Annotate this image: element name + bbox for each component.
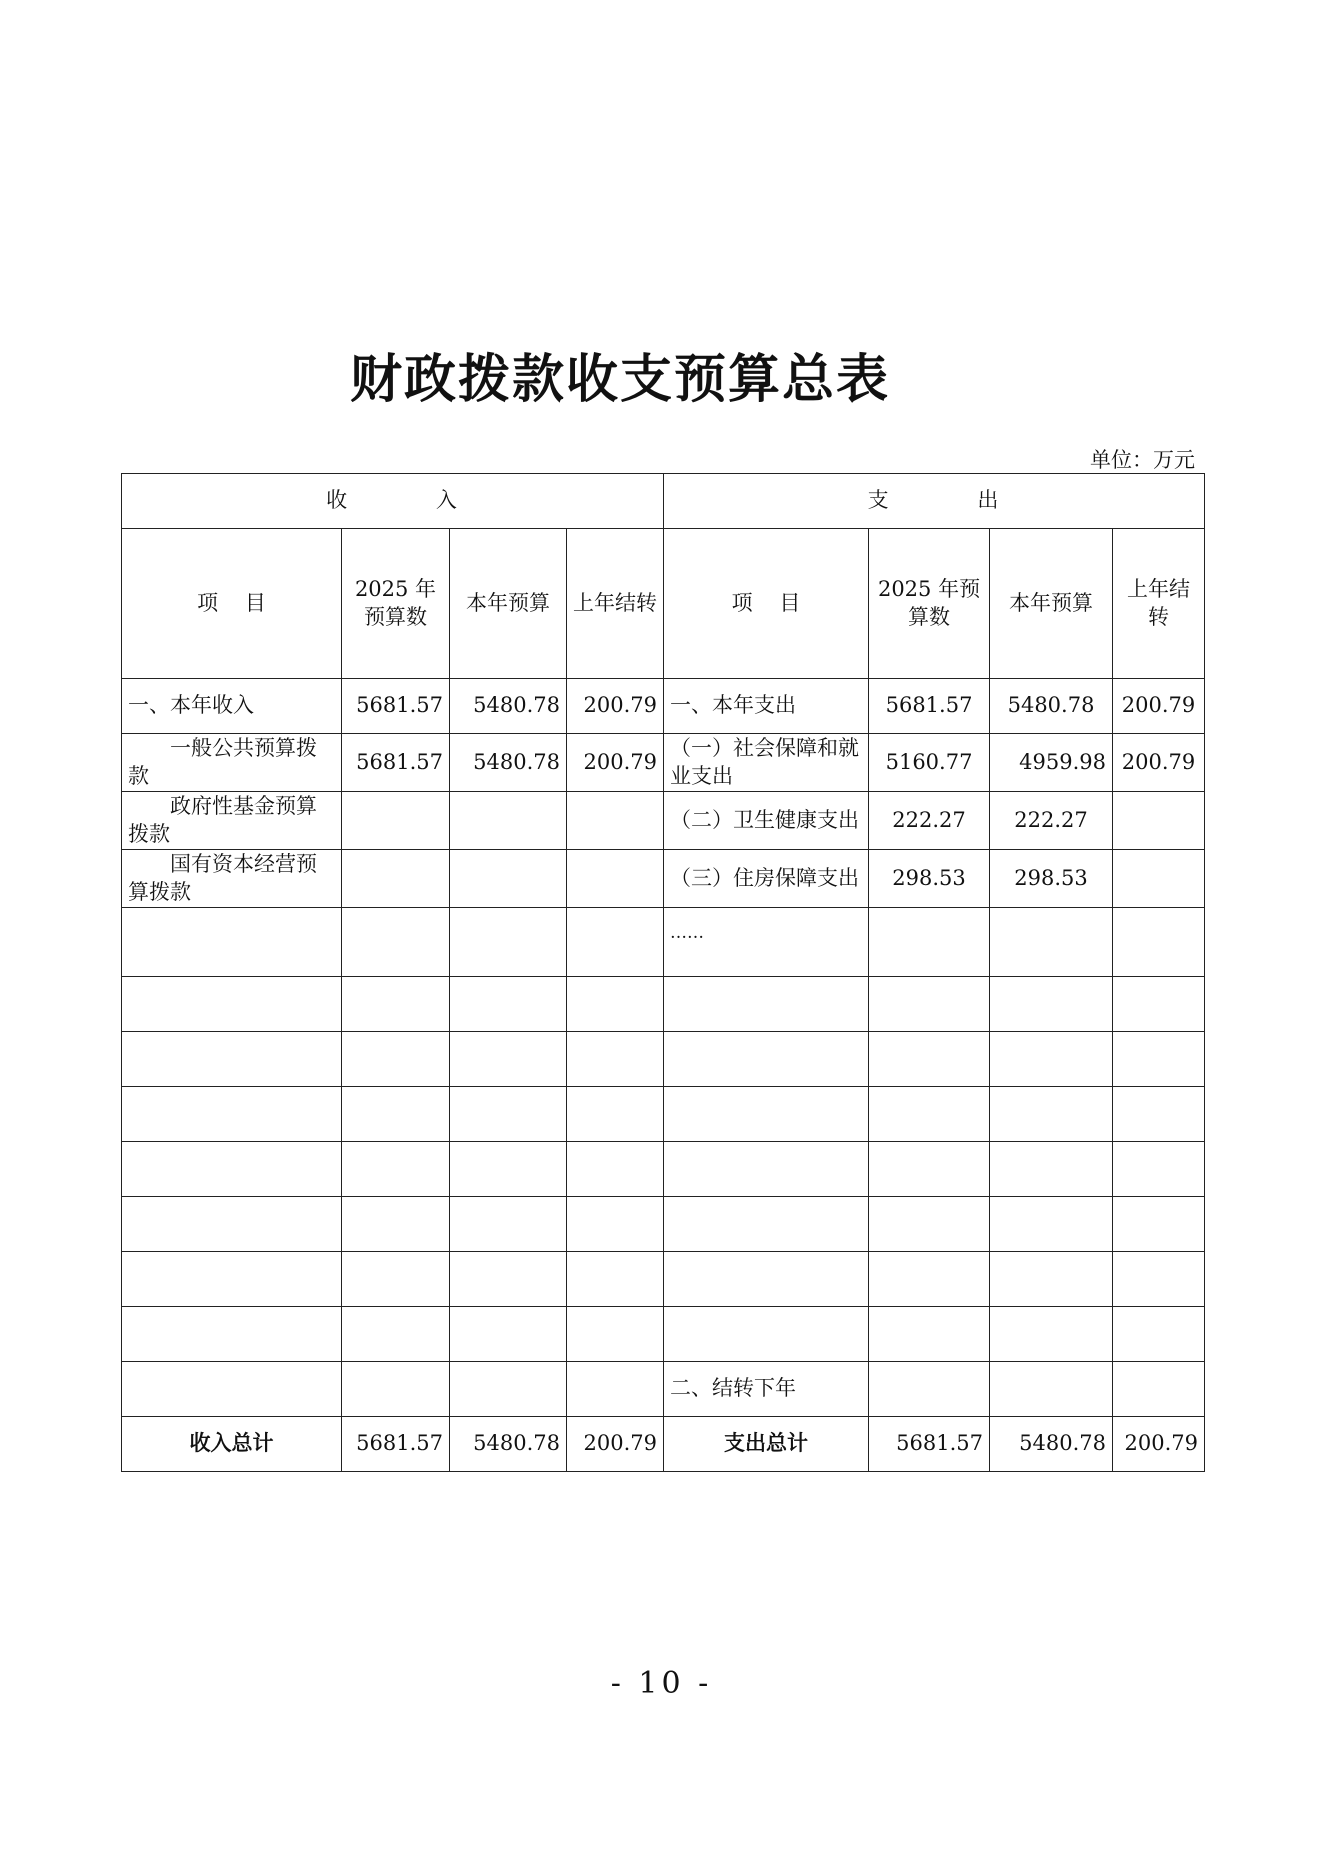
col-2025-header: 2025 年预算数 (342, 529, 450, 679)
col-item-header: 项 目 (122, 529, 342, 679)
expense-2025: 5160.77 (869, 734, 990, 792)
col-current-header: 本年预算 (990, 529, 1113, 679)
income-2025 (342, 850, 450, 908)
expense-carry (1113, 908, 1205, 977)
expense-2025: 5681.57 (869, 679, 990, 734)
income-carry (567, 792, 664, 850)
income-current (450, 908, 567, 977)
income-item: 政府性基金预算拨款 (122, 792, 342, 850)
income-current (450, 792, 567, 850)
income-carry (567, 850, 664, 908)
table-row (122, 850, 1205, 908)
page-number: - 10 - (610, 1666, 713, 1701)
table-row (122, 792, 1205, 850)
column-header-row (122, 529, 1205, 679)
col-item-header: 项 目 (664, 529, 869, 679)
table-row (122, 908, 1205, 977)
income-item: 一、本年收入 (122, 679, 342, 734)
expense-total-label: 支出总计 (664, 1417, 869, 1472)
table-row (122, 1087, 1205, 1142)
expense-header: 支 出 (664, 474, 1205, 529)
income-2025 (342, 792, 450, 850)
income-2025 (342, 908, 450, 977)
total-row (122, 1417, 1205, 1472)
expense-2025: 298.53 (869, 850, 990, 908)
table-row (122, 734, 1205, 792)
income-carry: 200.79 (567, 679, 664, 734)
expense-current: 298.53 (990, 850, 1113, 908)
income-item: 一般公共预算拨款 (122, 734, 342, 792)
expense-carry: 200.79 (1113, 734, 1205, 792)
expense-item: （一）社会保障和就业支出 (664, 734, 869, 792)
section-header-row (122, 474, 1205, 529)
expense-item: （二）卫生健康支出 (664, 792, 869, 850)
expense-total-2025: 5681.57 (869, 1417, 990, 1472)
budget-table (121, 473, 1205, 1472)
col-carry-header: 上年结转 (1113, 529, 1205, 679)
income-carry (567, 908, 664, 977)
table-row (122, 1252, 1205, 1307)
table-row (122, 1197, 1205, 1252)
income-total-label: 收入总计 (122, 1417, 342, 1472)
income-item (122, 1362, 342, 1417)
table-row (122, 1362, 1205, 1417)
expense-current: 4959.98 (990, 734, 1113, 792)
expense-carry: 200.79 (1113, 679, 1205, 734)
income-total-carry: 200.79 (567, 1417, 664, 1472)
table-row (122, 1307, 1205, 1362)
table-row (122, 977, 1205, 1032)
expense-item: （三）住房保障支出 (664, 850, 869, 908)
col-carry-header: 上年结转 (567, 529, 664, 679)
expense-item: 二、结转下年 (664, 1362, 869, 1417)
table-row (122, 679, 1205, 734)
expense-2025: 222.27 (869, 792, 990, 850)
income-total-current: 5480.78 (450, 1417, 567, 1472)
expense-current: 5480.78 (990, 679, 1113, 734)
income-2025: 5681.57 (342, 734, 450, 792)
col-current-header: 本年预算 (450, 529, 567, 679)
unit-label: 单位：万元 (1090, 448, 1195, 472)
expense-total-current: 5480.78 (990, 1417, 1113, 1472)
expense-carry (1113, 792, 1205, 850)
page-title: 财政拨款收支预算总表 (349, 350, 890, 410)
expense-total-carry: 200.79 (1113, 1417, 1205, 1472)
income-total-2025: 5681.57 (342, 1417, 450, 1472)
income-header: 收 入 (122, 474, 664, 529)
income-2025: 5681.57 (342, 679, 450, 734)
income-item (122, 908, 342, 977)
income-item: 国有资本经营预算拨款 (122, 850, 342, 908)
table-row (122, 1032, 1205, 1087)
col-2025-header: 2025 年预算数 (869, 529, 990, 679)
expense-current: 222.27 (990, 792, 1113, 850)
expense-item: …… (664, 908, 869, 977)
expense-2025 (869, 908, 990, 977)
expense-carry (1113, 850, 1205, 908)
table-row (122, 1142, 1205, 1197)
expense-current (990, 908, 1113, 977)
income-current (450, 850, 567, 908)
income-current: 5480.78 (450, 734, 567, 792)
income-current: 5480.78 (450, 679, 567, 734)
income-carry: 200.79 (567, 734, 664, 792)
expense-item: 一、本年支出 (664, 679, 869, 734)
